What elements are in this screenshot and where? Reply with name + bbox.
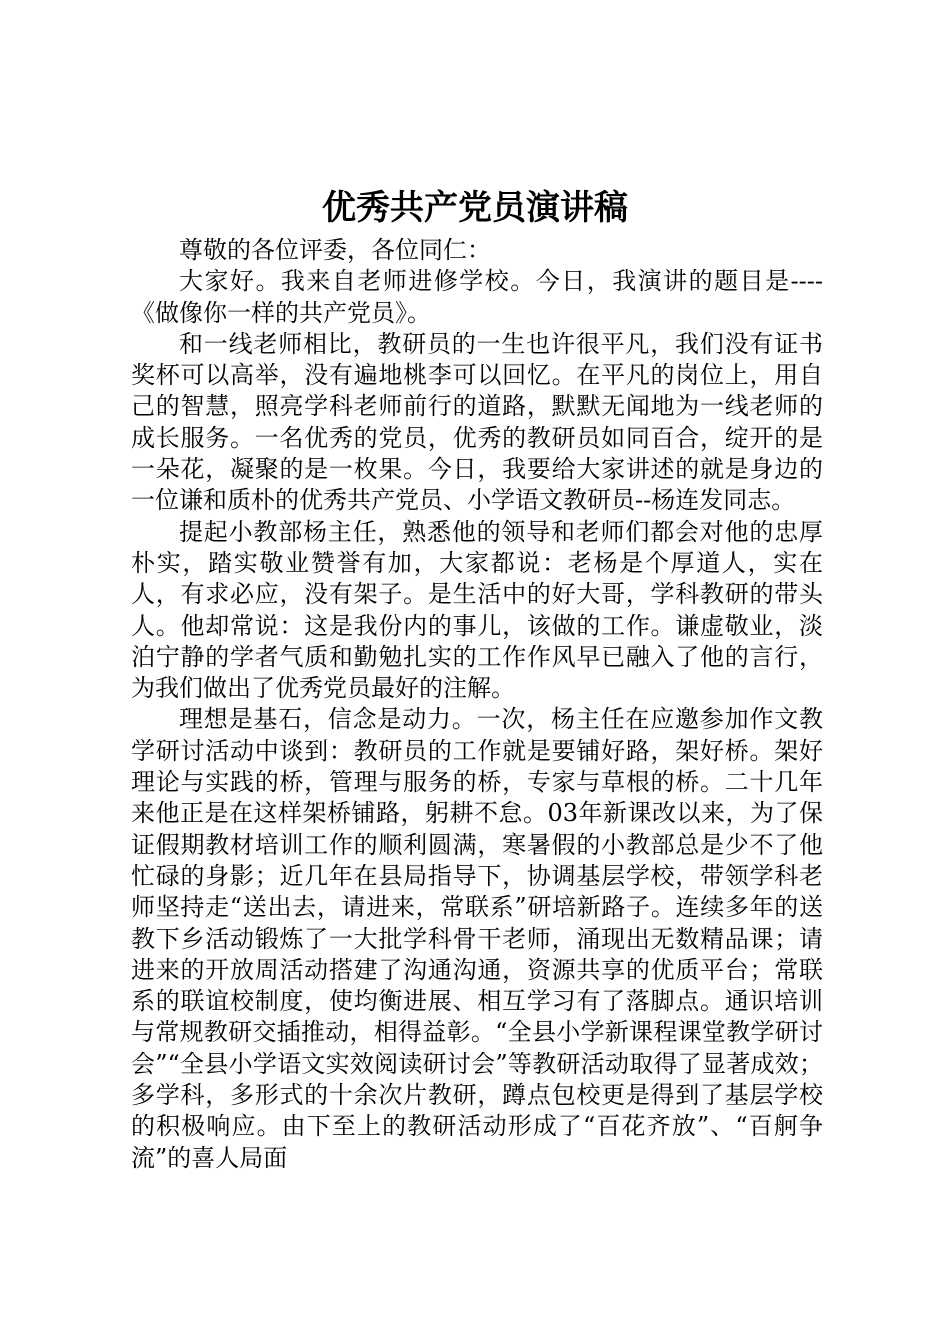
greeting-paragraph: 大家好。我来自老师进修学校。今日，我演讲的题目是----《做像你一样的共产党员》。 [131,267,823,327]
body-paragraph: 提起小教部杨主任，熟悉他的领导和老师们都会对他的忠厚朴实，踏实敬业赞誉有加，大家都说：老杨是个厚道人，实在人，有求必应，没有架子。是生活中的好大哥，学科教研的带头人。他却常说：这是我份内的事儿，该做的工作。谦虚敬业，淡泊宁静的学者气质和勤勉扎实的工作作风早已融入了他的言行，为我们做出了优秀党员最好的注解。 [131,517,823,703]
document-title: 优秀共产党员演讲稿 [322,188,628,228]
salutation-paragraph: 尊敬的各位评委，各位同仁： [179,236,491,264]
document-body [131,235,823,1174]
body-paragraph: 和一线老师相比，教研员的一生也许很平凡，我们没有证书奖杯可以高举，没有遍地桃李可以回忆。在平凡的岗位上，用自己的智慧，照亮学科老师前行的道路，默默无闻地为一线老师的成长服务。一名优秀的党员，优秀的教研员如同百合，绽开的是一朵花，凝聚的是一枚果。今日，我要给大家讲述的就是身边的一位谦和质朴的优秀共产党员、小学语文教研员--杨连发同志。 [131,329,823,515]
body-paragraph: 理想是基石，信念是动力。一次，杨主任在应邀参加作文教学研讨活动中谈到：教研员的工作就是要铺好路，架好桥。架好理论与实践的桥，管理与服务的桥，专家与草根的桥。二十几年来他正是在这样架桥铺路，躬耕不怠。03年新课改以来，为了保证假期教材培训工作的顺利圆满，寒暑假的小教部总是少不了他忙碌的身影；近几年在县局指导下，协调基层学校，带领学科老师坚持走“送出去，请进来，常联系”研培新路子。连续多年的送教下乡活动锻炼了一大批学科骨干老师，涌现出无数精品课；请进来的开放周活动搭建了沟通沟通，资源共享的优质平台；常联系的联谊校制度，使均衡进展、相互学习有了落脚点。通识培训与常规教研交插推动，相得益彰。“全县小学新课程课堂教学研讨会”“全县小学语文实效阅读研讨会”等教研活动取得了显著成效；多学科，多形式的十余次片教研，蹲点包校更是得到了基层学校的积极响应。由下至上的教研活动形成了“百花齐放”、“百舸争流”的喜人局面 [131,705,823,1172]
